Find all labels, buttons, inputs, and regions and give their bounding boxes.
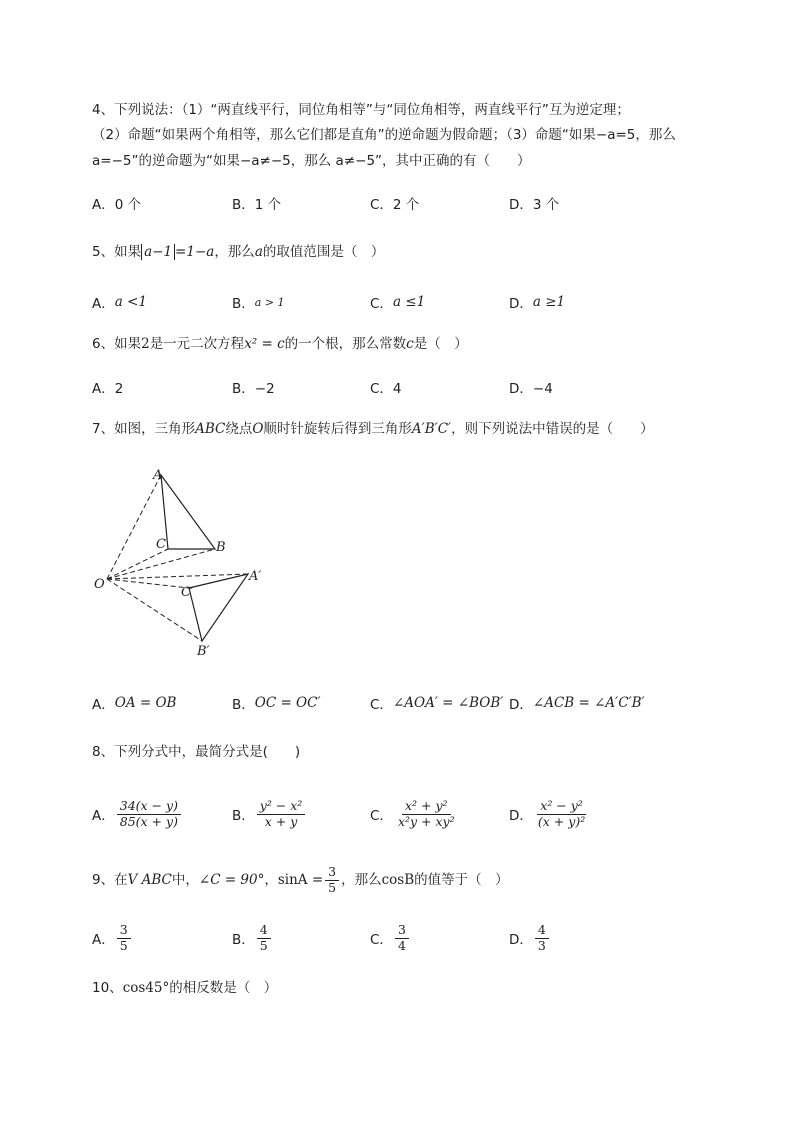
q6-option-c: C．4 — [370, 381, 402, 397]
rotation-figure — [92, 462, 282, 662]
q9-option-c: C． $\frac{3}{4}$ — [370, 918, 411, 958]
q7-stem: 7、如图，三角形ABC绕点O顺时针旋转后得到三角形A′B′C′，则下列说法中错误的是（ ） — [92, 421, 654, 437]
q8-option-b: B． $\frac{\text{y² − x²}}{x + y}$ — [232, 792, 307, 836]
triangle-a2b2c2 — [189, 574, 248, 641]
label-a: A — [153, 468, 163, 483]
q5-option-c: C． a ≤1 — [370, 294, 426, 312]
label-c-prime: C′ — [181, 585, 194, 600]
label-o: O — [94, 577, 105, 592]
q5-option-b: B． a > 1 — [232, 295, 285, 312]
q9-option-d: D． $\frac{4}{3}$ — [509, 918, 551, 958]
q7-option-b: B． OC = OC′ — [232, 695, 321, 713]
label-c: C — [156, 537, 166, 552]
q7-option-d: D． ∠ACB = ∠A′C′B′ — [509, 695, 645, 713]
q7-options — [92, 683, 732, 723]
q5-option-d: D． a ≥1 — [509, 294, 566, 312]
q5-stem: 5、如果 a−1 =1−a，那么a的取值范围是（ ） — [92, 244, 385, 260]
q8-options — [92, 792, 732, 836]
q5-options — [92, 282, 732, 322]
q9-options — [92, 918, 732, 958]
q10-stem: 10、cos45°的相反数是（ ） — [92, 980, 278, 996]
q6-option-d: D．−4 — [509, 381, 553, 397]
q4-option-b: B．1 个 — [232, 197, 282, 213]
q7-option-c: C． ∠AOA′ = ∠BOB′ — [370, 695, 504, 713]
q4-line-2: （2）命题“如果两个角相等，那么它们都是直角”的逆命题为假命题；（3）命题“如果−a=5，那么 — [92, 127, 676, 143]
q9-option-b: B． $\frac{4}{5}$ — [232, 918, 273, 958]
q6-option-b: B．−2 — [232, 381, 275, 397]
q6-options — [92, 367, 732, 407]
q4-line-3: a=−5”的逆命题为“如果−a≠−5，那么 a≠−5”，其中正确的有（ ） — [92, 153, 531, 169]
label-a-prime: A′ — [249, 569, 262, 584]
q4-option-d: D．3 个 — [509, 197, 560, 213]
q8-option-d: D． $\frac{\text{x² − y²}}{\text{(x + y)²}}$ — [509, 798, 586, 829]
q8-option-c: C． $\frac{\text{x² + y²}}{\text{x²y + xy²}}$ — [370, 798, 455, 829]
label-b: B — [216, 540, 226, 555]
q8-stem: 8、下列分式中，最简分式是( ) — [92, 744, 301, 760]
q9-stem: 9、在 V ABC 中， ∠C = 90° ， sinA = $\frac{3}{5}$ ，那么 cosB 的值等于（ ） — [92, 864, 509, 895]
q6-stem: 6、如果2是一元二次方程x² = c的一个根，那么常数c是（ ） — [92, 336, 468, 352]
q6-option-a: A．2 — [92, 381, 124, 397]
q4-option-c: C．2 个 — [370, 197, 420, 213]
q5-option-a: A． a <1 — [92, 294, 147, 312]
q5-abs-expr: a−1 — [141, 244, 175, 260]
q4-options — [92, 183, 732, 223]
label-b-prime: B′ — [197, 644, 210, 659]
q4-option-a: A．0 个 — [92, 197, 142, 213]
q8-option-a: A． $\frac{34(x - y)}{85(x + y)}$ — [92, 792, 183, 836]
q4-line-1: 4、下列说法：（1）“两直线平行，同位角相等”与“同位角相等，两直线平行”互为逆定理； — [92, 102, 630, 118]
q7-option-a: A． OA = OB — [92, 695, 177, 713]
triangle-abc — [161, 475, 215, 549]
q9-option-a: A． $\frac{3}{5}$ — [92, 918, 133, 958]
dashed-lines — [107, 475, 248, 641]
